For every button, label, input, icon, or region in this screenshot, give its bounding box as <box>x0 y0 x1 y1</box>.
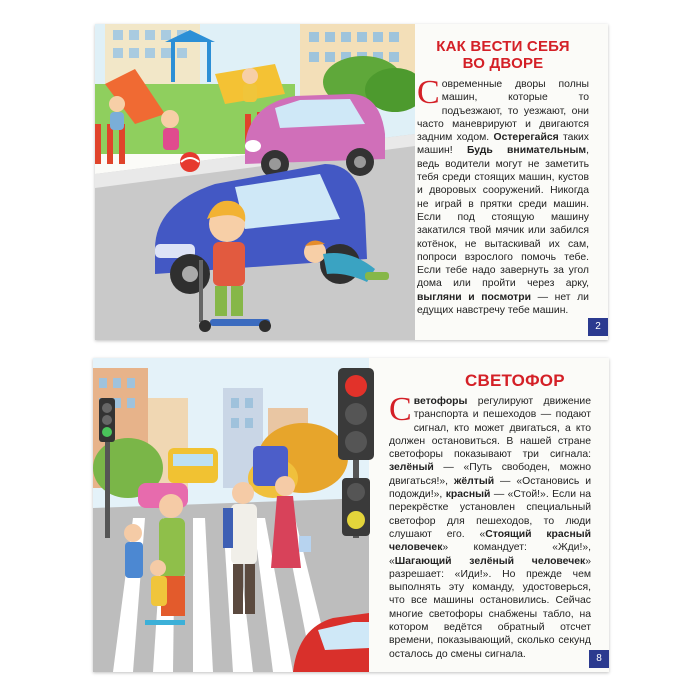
traffic-light-body-text <box>365 391 591 661</box>
traffic-light-text-column <box>365 372 591 661</box>
body-segment: » разрешает: «Иди!». Но прежде чем выполнять эту команду, удостоверься, что все машины остановились. Сейчас многие светофоры снабжены табло, на котором ведётся обратный отсчет времени, показывающий, сколько секунд осталось до смены сигнала. <box>389 555 591 660</box>
yard-body-text <box>417 74 590 317</box>
body-segment: жёлтый <box>453 475 495 487</box>
drop-cap: С <box>417 74 440 111</box>
body-segment: таких машин! <box>417 132 589 157</box>
book-page-traffic-light <box>93 358 609 672</box>
page-number-badge: 2 <box>588 318 608 336</box>
body-segment: — «Остановись и подожди!», <box>389 475 591 501</box>
body-segment: » командует: «Жди!», « <box>389 542 591 567</box>
body-segment: — «Путь свободен, можно двигаться!», <box>389 462 591 487</box>
yard-illustration <box>95 24 415 340</box>
body-segment: ветофоры <box>413 396 468 407</box>
page-number-badge: 8 <box>589 650 609 668</box>
body-segment: — «Стой!». Если на перекрёстке установлен специальный светофор для пешеходов, то люди слушают его. « <box>389 489 591 540</box>
page-title-yard <box>417 38 589 72</box>
ball-image <box>180 152 200 172</box>
body-segment: , ведь водители могут не заметить тебя среди стоящих машин, кустов и дворовых сооружений. Никогда не играй в прятки среди машин. Если под стоящую машину закатился твой мячик или забился котёнок, не вытаскивай их сам, попроси взрослого помочь тебе. Если тебе надо завернуть за угол дома или пройти через арку, <box>417 145 590 290</box>
body-segment: Стоящий красный человечек <box>389 528 591 554</box>
book-page-yard <box>95 24 608 340</box>
page-title-traffic-light: СВЕТОФОР <box>465 371 565 390</box>
yard-text-column <box>417 38 589 317</box>
body-segment: красный <box>445 489 491 501</box>
crosswalk-illustration <box>93 358 369 672</box>
body-segment: зелёный <box>389 462 434 474</box>
body-segment: Остерегайся <box>493 132 559 144</box>
body-segment: Будь внимательным <box>466 145 587 157</box>
body-segment: выгляни и посмотри <box>417 291 531 303</box>
drop-cap: С <box>389 391 412 428</box>
title-line-2: ВО ДВОРЕ <box>462 55 544 72</box>
body-segment: — нет ли едущих навстречу тебе машин. <box>417 291 589 317</box>
title-line-1: КАК ВЕСТИ СЕБЯ <box>436 38 570 55</box>
body-segment: овременные дворы полны машин, которые то подъезжают, то уезжают, они часто маневрируют и двигаются задним ходом. <box>417 79 589 144</box>
body-segment: регулируют движение транспорта и пешеходов — подают сигнал, кто может двигаться, а кто должен остановиться. В нашей стране светофоры показывают три сигнала: <box>389 396 591 461</box>
body-segment: Шагающий зелёный человечек <box>394 555 586 567</box>
